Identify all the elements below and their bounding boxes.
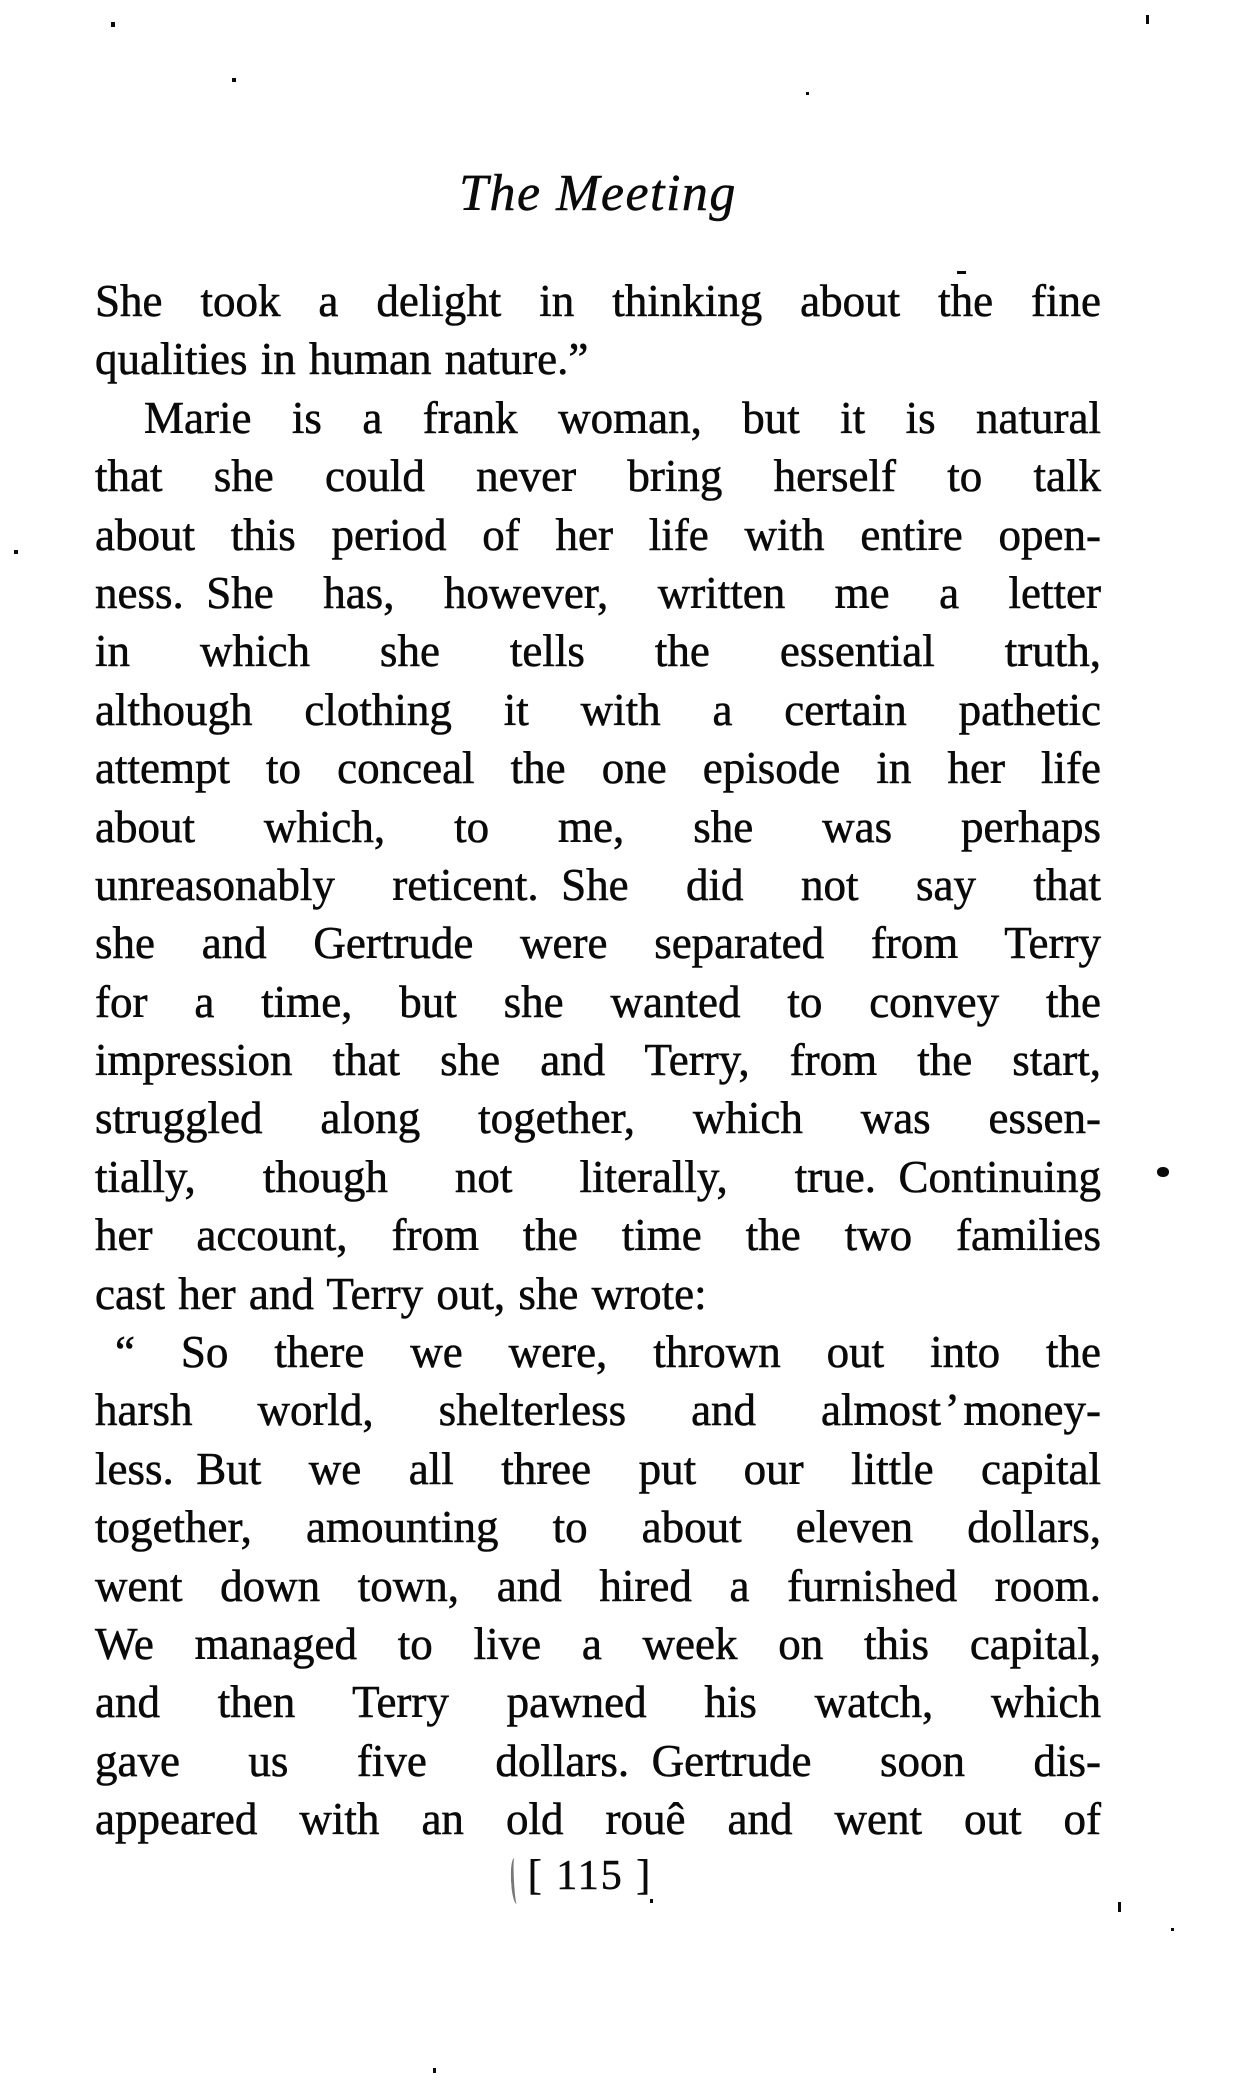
- text-line: struggled along together, which was essen-: [95, 1093, 1101, 1144]
- text-line: unreasonably reticent. She did not say that: [95, 859, 1101, 910]
- text-line: “ So there we were, thrown out into the: [115, 1327, 1101, 1378]
- text-line: that she could never bring herself to talk: [95, 451, 1101, 502]
- text-line: qualities in human nature.”: [95, 334, 589, 385]
- text-line: tially, though not literally, true. Continuing: [95, 1151, 1101, 1202]
- text-line: about this period of her life with entire open-: [95, 509, 1101, 560]
- scan-speck: [14, 550, 18, 554]
- text-line: appeared with an old rouê and went out of: [95, 1794, 1101, 1845]
- text-line: She took a delight in thinking about the fine: [95, 276, 1101, 326]
- page-title: The Meeting: [459, 165, 737, 222]
- text-line: We managed to live a week on this capital,: [95, 1618, 1101, 1669]
- text-line: in which she tells the essential truth,: [95, 626, 1101, 677]
- scan-speck: [433, 2068, 436, 2073]
- scan-speck: [957, 271, 966, 274]
- text-line: together, amounting to about eleven dollars,: [95, 1502, 1101, 1553]
- scan-speck: [232, 78, 236, 82]
- text-line: although clothing it with a certain pathetic: [95, 684, 1101, 735]
- scan-speck: [1171, 1928, 1174, 1931]
- text-line: impression that she and Terry, from the start,: [95, 1035, 1101, 1086]
- text-line: went down town, and hired a furnished room.: [95, 1560, 1101, 1611]
- scan-speck: [806, 92, 809, 95]
- text-line: gave us five dollars. Gertrude soon dis-: [95, 1735, 1101, 1786]
- page-number: [ 115 ]: [527, 1853, 653, 1899]
- scan-speck: [1118, 1902, 1121, 1912]
- text-line: her account, from the time the two families: [95, 1210, 1101, 1261]
- text-line: cast her and Terry out, she wrote:: [95, 1268, 707, 1319]
- body-text: [95, 272, 1101, 1849]
- text-line: about which, to me, she was perhaps: [95, 801, 1101, 852]
- text-line: less. But we all three put our little capital: [95, 1443, 1101, 1494]
- scan-speck: [650, 1899, 653, 1903]
- text-line: Marie is a frank woman, but it is natural: [144, 392, 1101, 443]
- text-line: attempt to conceal the one episode in her life: [95, 743, 1101, 794]
- text-line: ness. She has, however, written me a letter: [95, 567, 1101, 618]
- text-line: harsh world, shelterless and almost ʼ money-: [95, 1385, 1101, 1436]
- text-line: for a time, but she wanted to convey the: [95, 976, 1101, 1027]
- text-line: and then Terry pawned his watch, which: [95, 1677, 1101, 1728]
- text-line: she and Gertrude were separated from Terry: [95, 918, 1101, 969]
- ink-blot: [1157, 1167, 1169, 1177]
- scan-speck: [111, 22, 115, 27]
- scan-speck: [1146, 15, 1149, 24]
